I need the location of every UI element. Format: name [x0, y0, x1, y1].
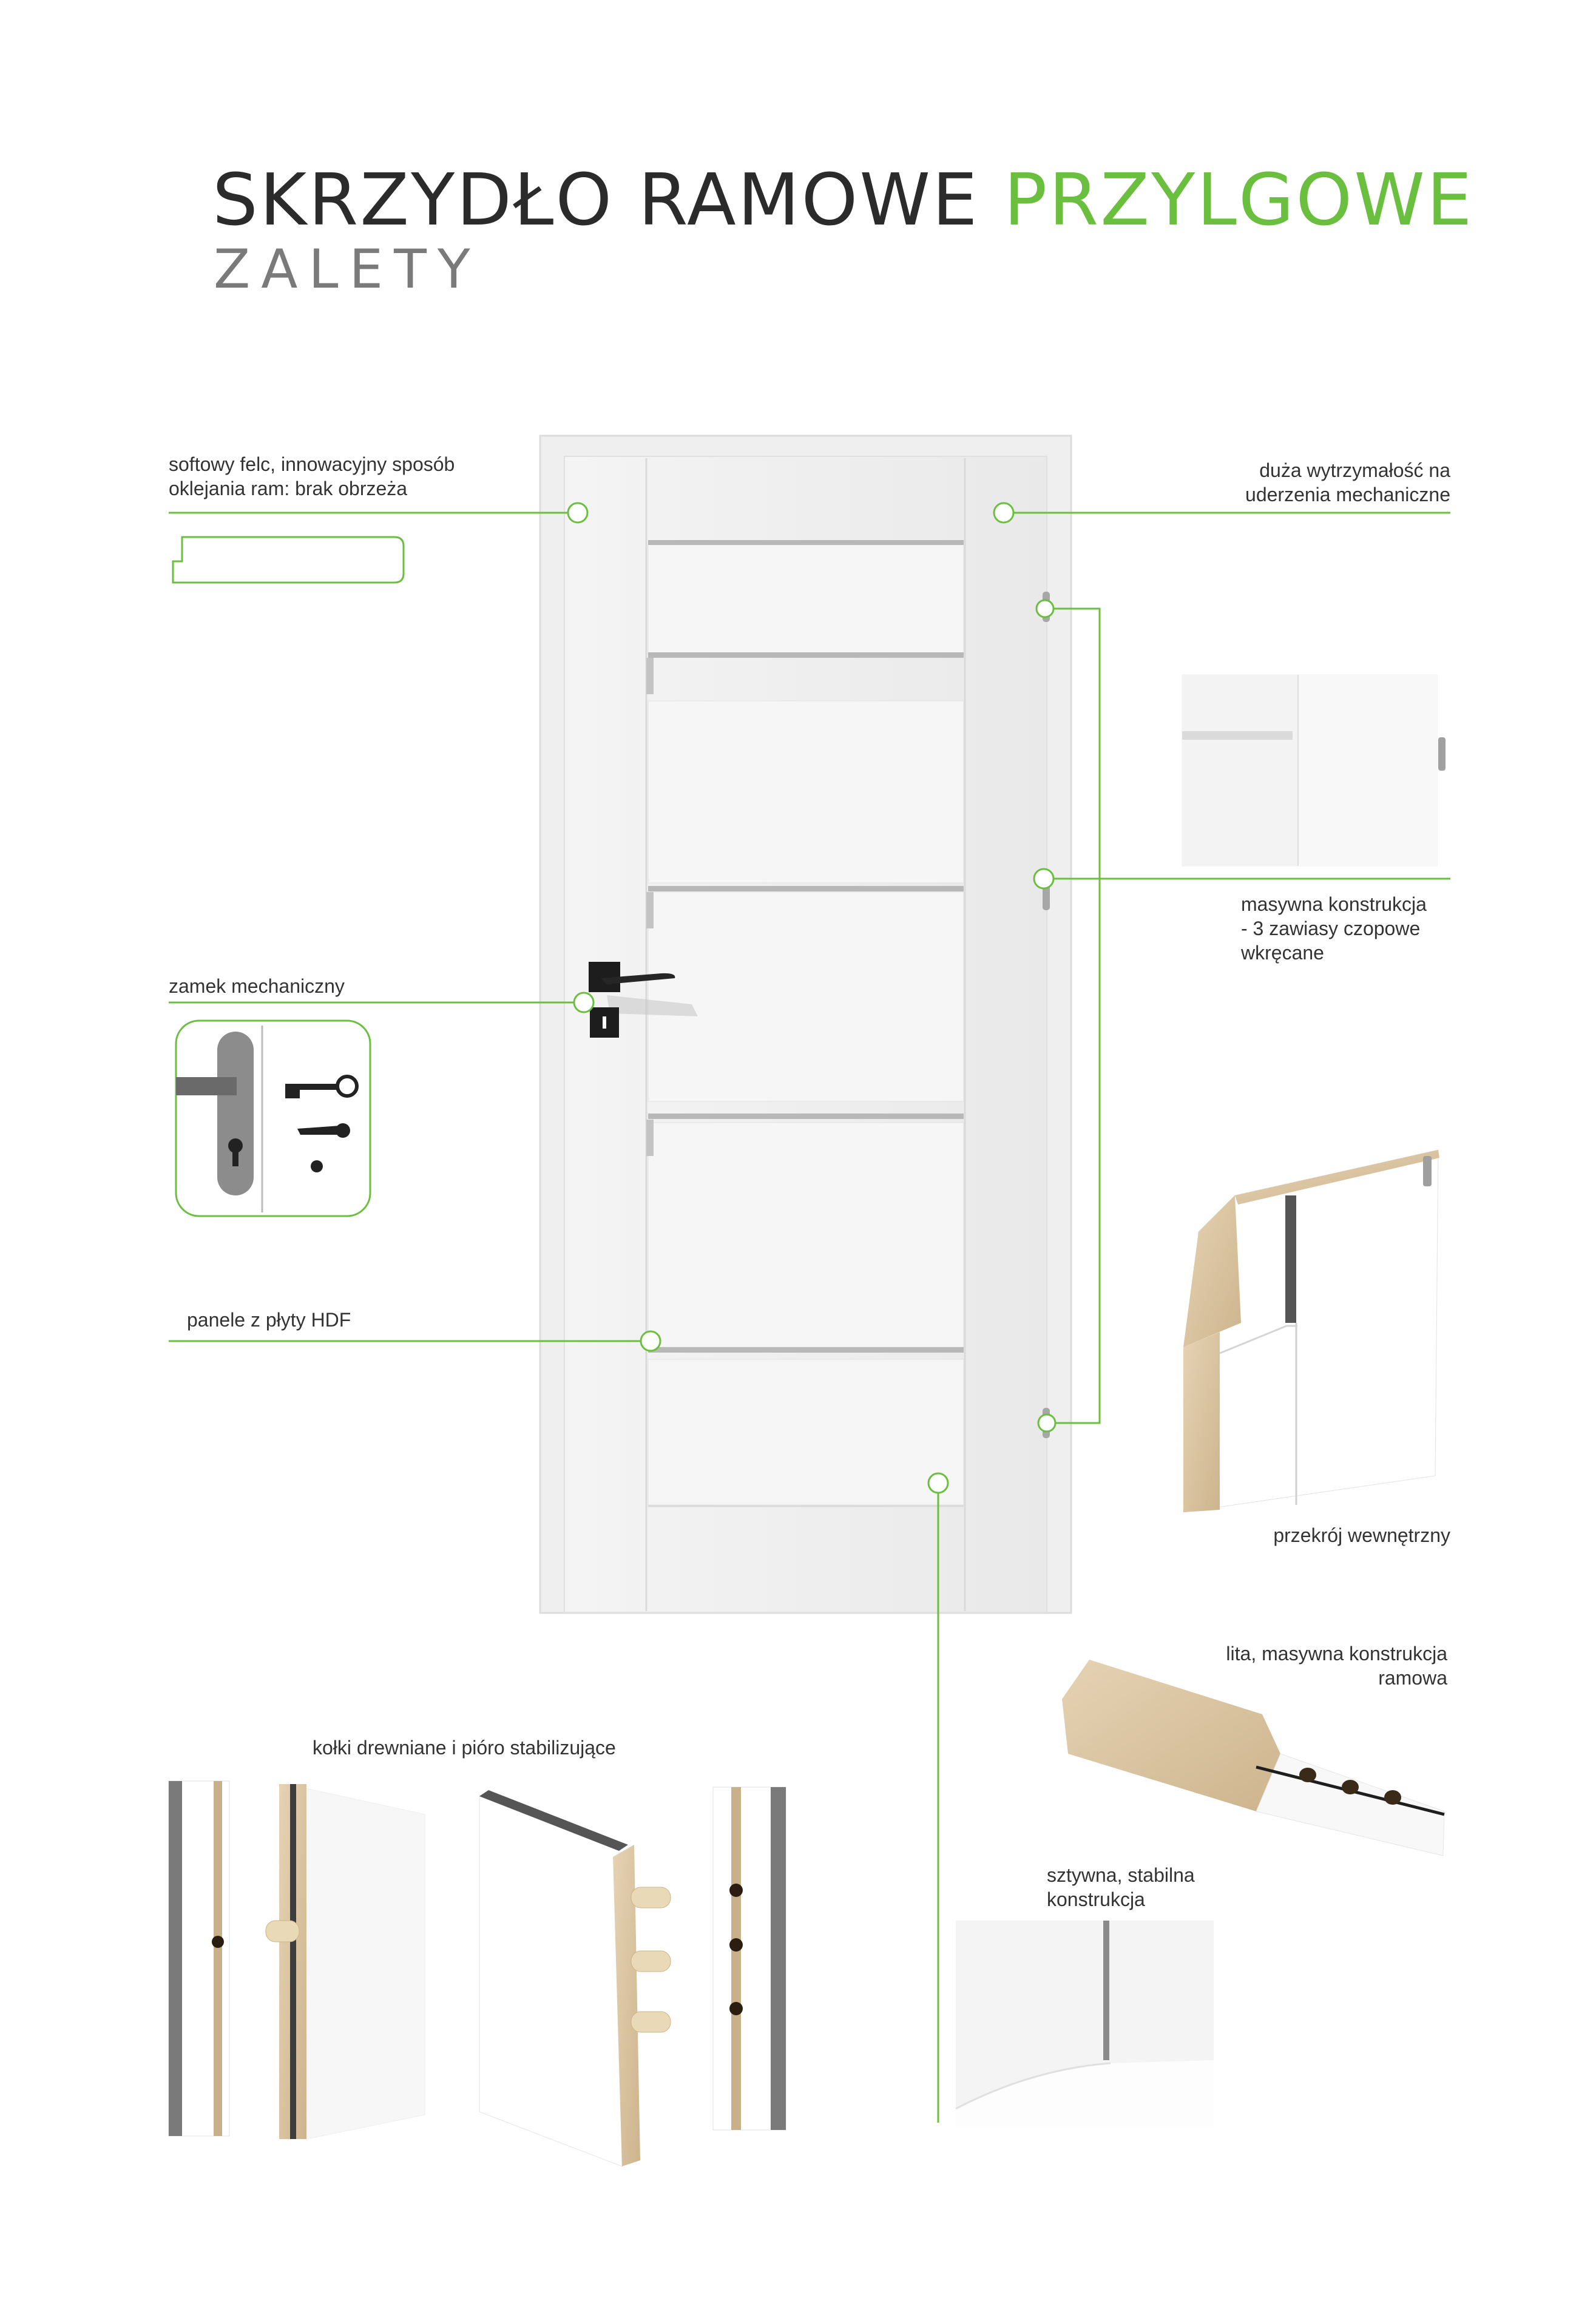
profile-felc-icon: [173, 537, 404, 583]
title-part-1: SKRZYDŁO RAMOWE: [212, 158, 979, 242]
frame-section-image: [1062, 1660, 1444, 1856]
label-lita: lita, masywna konstrukcja ramowa: [1226, 1643, 1447, 1689]
label-zamek: zamek mechaniczny: [169, 975, 345, 997]
cross-section-image: [1183, 1150, 1439, 1512]
label-softowy-felc: softowy felc, innowacyjny sposób oklejania ram: brak obrzeża: [169, 453, 455, 499]
dowel-image-1: [169, 1781, 229, 2136]
label-przekroj: przekrój wewnętrzny: [1273, 1524, 1450, 1546]
label-wytrzymalosc: duża wytrzymałość na uderzenia mechaniczne: [1245, 459, 1450, 505]
lock-detail-image: [176, 1021, 370, 1216]
label-sztywna: sztywna, stabilna konstrukcja: [1047, 1864, 1195, 1910]
dowel-image-2: [266, 1784, 425, 2139]
label-kolki: kołki drewniane i pióro stabilizujące: [313, 1737, 616, 1759]
page-subtitle: ZALETY: [214, 238, 481, 300]
dowel-image-4: [713, 1787, 786, 2130]
rigid-construction-image: [956, 1921, 1214, 2127]
dowel-image-3: [479, 1790, 671, 2166]
hinge-detail-image: [1182, 675, 1446, 866]
door: [540, 436, 1071, 1613]
title-part-2: PRZYLGOWE: [1004, 158, 1474, 242]
label-panele: panele z płyty HDF: [187, 1309, 351, 1331]
label-zawiasy: masywna konstrukcja - 3 zawiasy czopowe wkręcane: [1241, 893, 1427, 964]
